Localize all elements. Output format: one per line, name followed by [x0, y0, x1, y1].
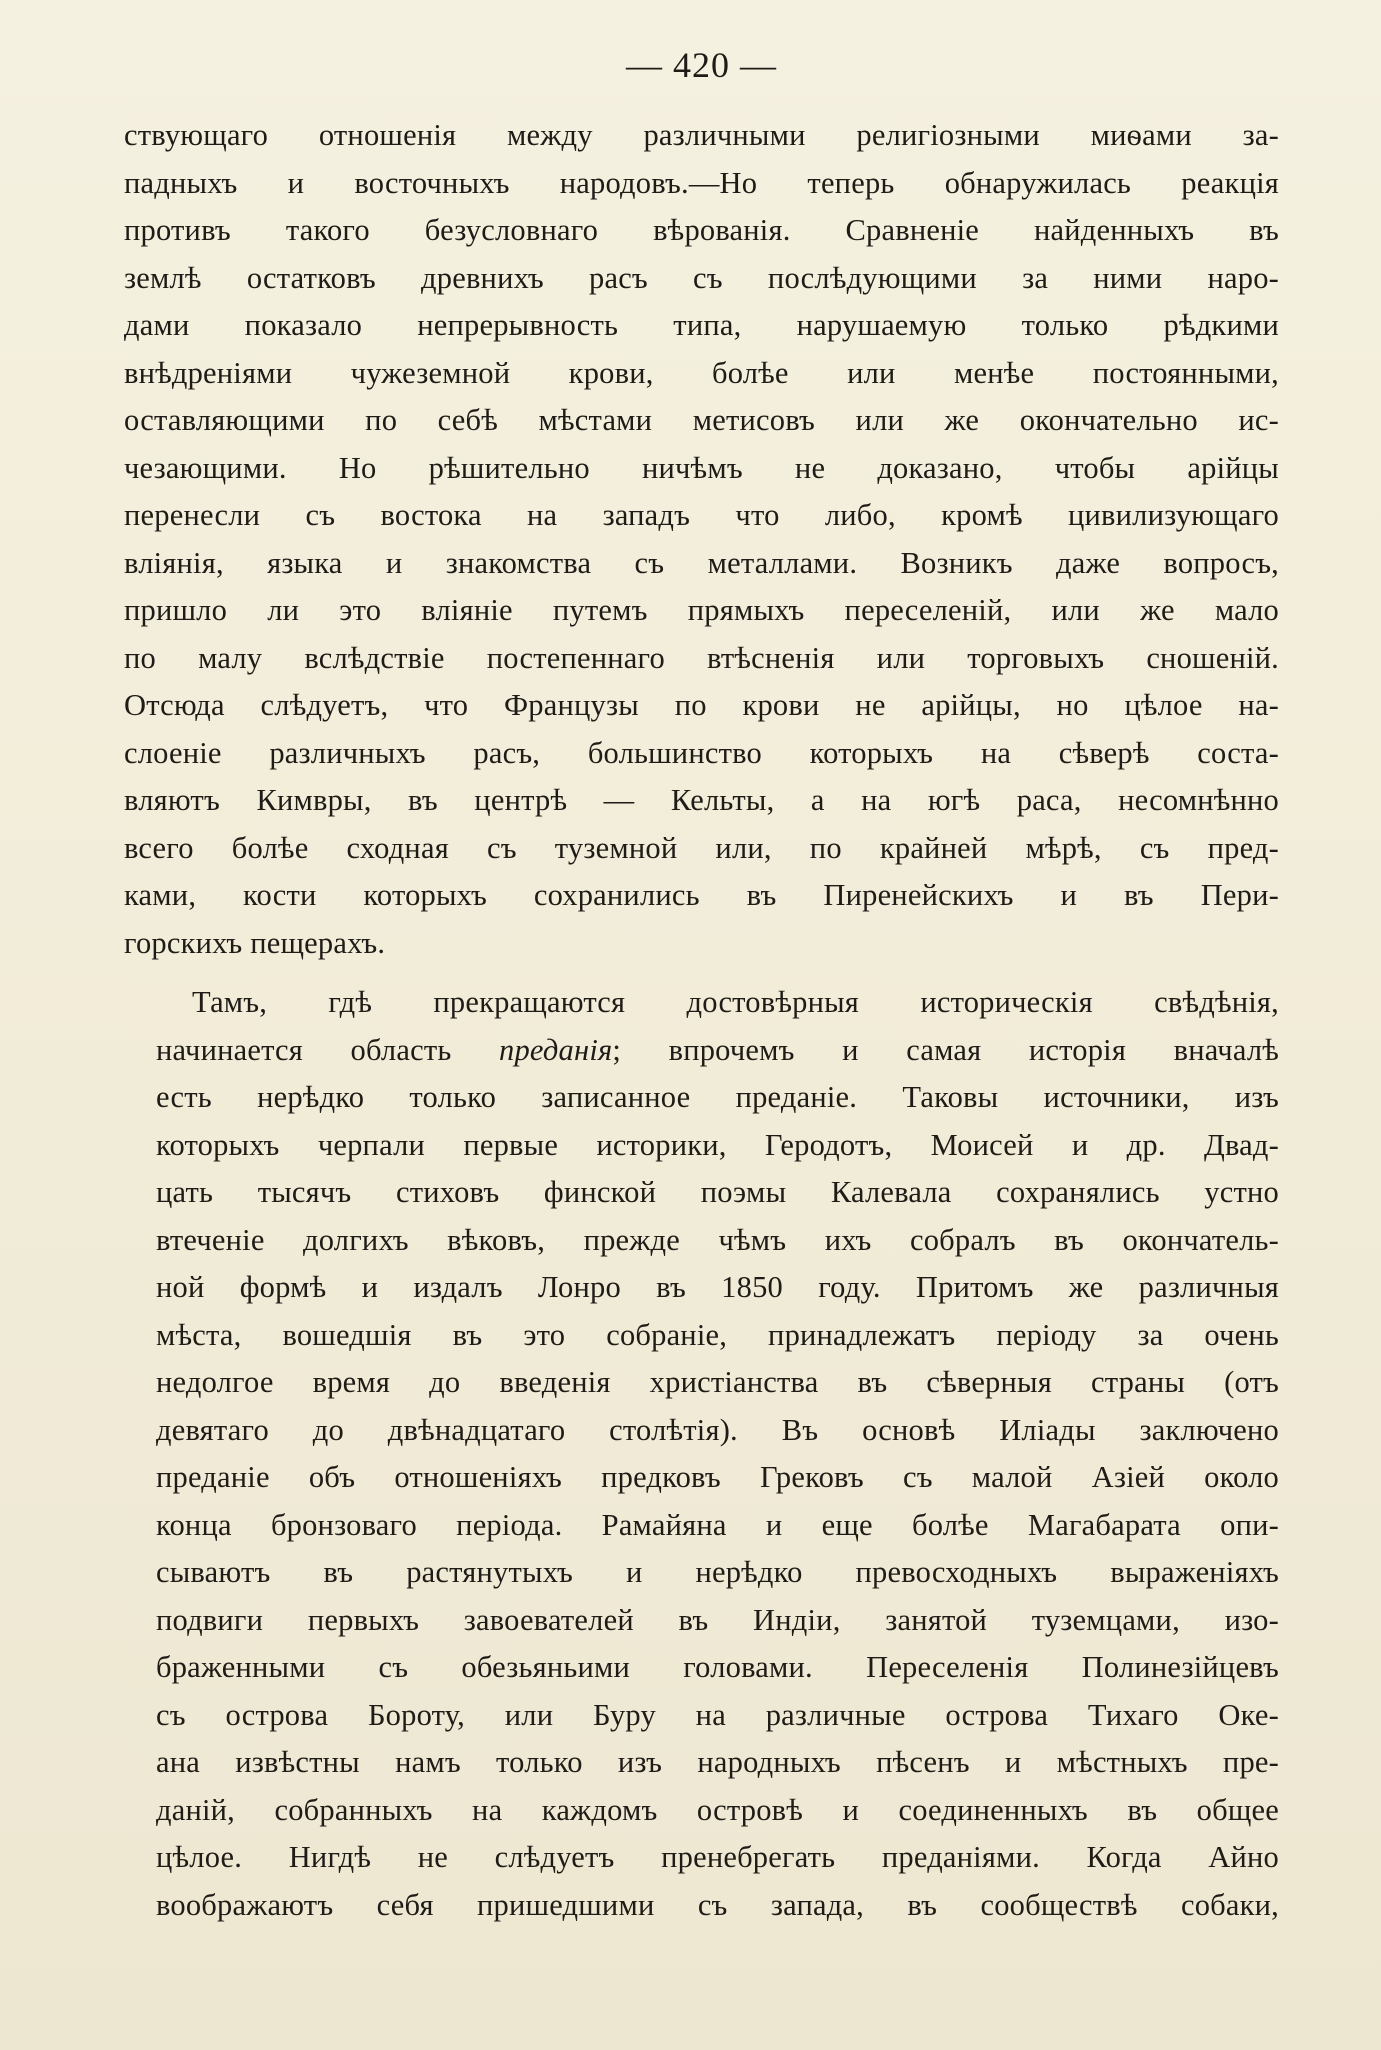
- text-line: Отсюда слѣдуетъ, что Французы по крови не арійцы, но цѣлое на-: [124, 688, 1279, 722]
- text-line: втеченіе долгихъ вѣковъ, прежде чѣмъ ихъ собралъ въ окончатель-: [156, 1222, 1279, 1257]
- text-line: девятаго до двѣнадцатаго столѣтія). Въ основѣ Иліады заключено: [156, 1412, 1279, 1447]
- text-line: слоеніе различныхъ расъ, большинство которыхъ на сѣверѣ соста-: [124, 735, 1279, 770]
- text-line: Тамъ, гдѣ прекращаются достовѣрныя историческія свѣдѣнія,: [192, 985, 1279, 1019]
- paragraph-1: [124, 112, 1279, 967]
- text-line: ками, кости которыхъ сохранились въ Пиренейскихъ и въ Пери-: [124, 878, 1279, 912]
- text-line: подвиги первыхъ завоевателей въ Индіи, занятой туземцами, изо-: [156, 1602, 1279, 1637]
- paragraph-2: [124, 979, 1279, 1929]
- italic-term: преданія: [499, 1032, 613, 1067]
- text-line: конца бронзоваго періода. Рамайяна и еще болѣе Магабарата опи-: [156, 1507, 1279, 1542]
- text-line: горскихъ пещерахъ.: [124, 925, 386, 960]
- text-line: вляютъ Кимвры, въ центрѣ — Кельты, а на югѣ раса, несомнѣнно: [124, 783, 1279, 817]
- text-line: чезающими. Но рѣшительно ничѣмъ не доказано, чтобы арійцы: [124, 450, 1279, 485]
- text-line: цать тысячъ стиховъ финской поэмы Калевала сохранялись устно: [156, 1175, 1279, 1209]
- text-line: внѣдреніями чужеземной крови, болѣе или менѣе постоянными,: [124, 355, 1279, 390]
- text-line: противъ такого безусловнаго вѣрованія. Сравненіе найденныхъ въ: [124, 213, 1279, 247]
- text-line: падныхъ и восточныхъ народовъ.—Но теперь обнаружилась реакція: [124, 165, 1279, 200]
- page-number: — 420 —: [626, 45, 777, 85]
- text-segment: начинается область: [156, 1032, 500, 1067]
- text-line: ана извѣстны намъ только изъ народныхъ пѣсенъ и мѣстныхъ пре-: [156, 1745, 1279, 1779]
- text-line: [124, 1027, 1279, 1075]
- text-line: даній, собранныхъ на каждомъ островѣ и соединенныхъ въ общее: [156, 1792, 1279, 1827]
- text-line: ствующаго отношенія между различными религіозными миѳами за-: [124, 118, 1279, 152]
- text-line: сываютъ въ растянутыхъ и нерѣдко превосходныхъ выраженіяхъ: [156, 1555, 1279, 1589]
- text-line: пришло ли это вліяніе путемъ прямыхъ переселеній, или же мало: [124, 593, 1279, 627]
- text-line: по малу вслѣдствіе постепеннаго втѣсненія или торговыхъ сношеній.: [124, 640, 1279, 675]
- text-line: вліянія, языка и знакомства съ металлами. Возникъ даже вопросъ,: [124, 545, 1279, 580]
- text-line: дами показало непрерывность типа, нарушаемую только рѣдкими: [124, 308, 1279, 342]
- text-line: преданіе объ отношеніяхъ предковъ Грековъ съ малой Азіей около: [156, 1460, 1279, 1494]
- text-line: мѣста, вошедшія въ это собраніе, принадлежатъ періоду за очень: [156, 1317, 1279, 1352]
- text-segment: ; впрочемъ и самая исторія вначалѣ: [612, 1032, 1279, 1067]
- text-line: недолгое время до введенія христіанства въ сѣверныя страны (отъ: [156, 1365, 1279, 1399]
- text-line: цѣлое. Нигдѣ не слѣдуетъ пренебрегать преданіями. Когда Айно: [156, 1840, 1279, 1874]
- text-line: землѣ остатковъ древнихъ расъ съ послѣдующими за ними наро-: [124, 260, 1279, 295]
- text-line: браженными съ обезьяньими головами. Переселенія Полинезійцевъ: [156, 1650, 1279, 1684]
- text-line: есть нерѣдко только записанное преданіе. Таковы источники, изъ: [156, 1080, 1279, 1114]
- text-line: ной формѣ и издалъ Лонро въ 1850 году. Притомъ же различныя: [156, 1270, 1279, 1304]
- text-line: всего болѣе сходная съ туземной или, по крайней мѣрѣ, съ пред-: [124, 830, 1279, 865]
- text-line: оставляющими по себѣ мѣстами метисовъ или же окончательно ис-: [124, 403, 1279, 437]
- text-line: которыхъ черпали первые историки, Геродотъ, Моисей и др. Двад-: [156, 1127, 1279, 1162]
- text-line: съ острова Бороту, или Буру на различные острова Тихаго Оке-: [156, 1697, 1279, 1732]
- text-line: воображаютъ себя пришедшими съ запада, въ сообществѣ собаки,: [156, 1887, 1279, 1922]
- text-line: перенесли съ востока на западъ что либо, кромѣ цивилизующаго: [124, 498, 1279, 532]
